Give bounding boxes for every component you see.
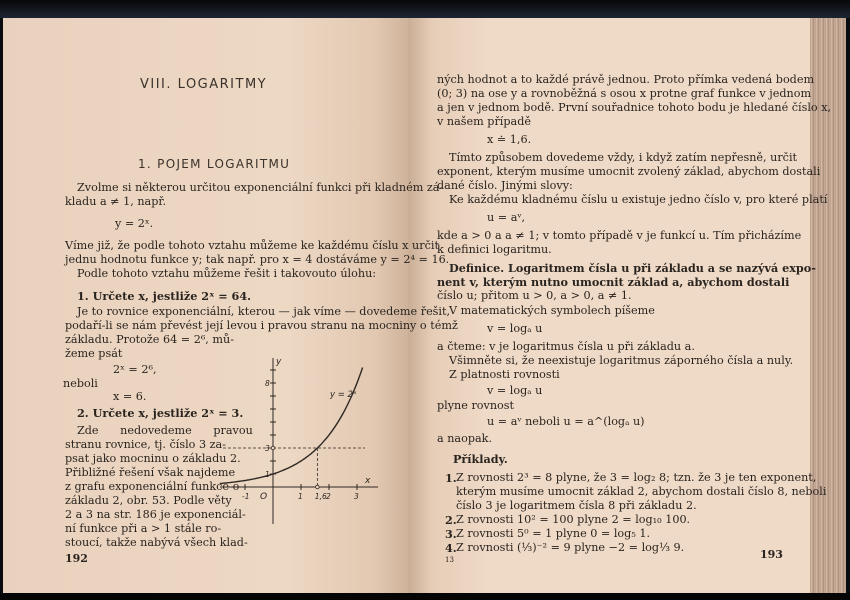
text-line: Víme již, že podle tohoto vztahu můžeme ke každému číslu x určit bbox=[65, 239, 439, 252]
text-line: Zde nedovedeme pravou bbox=[77, 424, 253, 437]
examples-heading: Příklady. bbox=[453, 452, 508, 466]
text-line: Zvolme si některou určitou exponenciální funkci při kladném zá- bbox=[77, 181, 444, 194]
formula: u = aᵛ, bbox=[487, 211, 526, 224]
formula: 2ˣ = 2⁶, bbox=[113, 363, 157, 376]
text-line: základu. Protože 64 = 2⁶, mů- bbox=[65, 333, 235, 346]
text-line: ní funkce při a > 1 stále ro- bbox=[65, 522, 222, 535]
point-y3 bbox=[271, 446, 275, 450]
formula: v = logₐ u bbox=[487, 384, 543, 397]
scan-bottom-background bbox=[0, 593, 850, 600]
text-line: a naopak. bbox=[437, 432, 493, 445]
text-line: 2 a 3 na str. 186 je exponenciál- bbox=[65, 508, 246, 521]
formula: x = 6. bbox=[113, 390, 147, 403]
example-number: 4. bbox=[445, 541, 457, 555]
text-line: z grafu exponenciální funkce o bbox=[65, 480, 240, 493]
definition-line: Definice. Logaritmem čísla u při základu a se nazývá expo- bbox=[449, 261, 816, 275]
text-line: k definici logaritmu. bbox=[437, 243, 552, 256]
page-number-right: 193 bbox=[760, 548, 783, 561]
text-line: Z platnosti rovnosti bbox=[449, 368, 560, 381]
y-tick-label: 8 bbox=[265, 379, 270, 388]
example-number: 1. bbox=[445, 471, 457, 485]
y-tick-label: 1 bbox=[265, 470, 270, 479]
example-line: Z rovnosti (⅓)⁻² = 9 plyne −2 = log⅓ 9. bbox=[456, 541, 685, 554]
example-number: 2. bbox=[445, 513, 457, 527]
text-line: Přibližné řešení však najdeme bbox=[65, 466, 236, 479]
x-tick-label: 3 bbox=[354, 492, 359, 501]
text-line: Tímto způsobem dovedeme vždy, i když zatím nepřesně, určit bbox=[449, 151, 798, 164]
text-line: a čteme: v je logaritmus čísla u při základu a. bbox=[437, 340, 695, 353]
text-line: neboli bbox=[63, 377, 98, 390]
chapter-title: VIII. LOGARITMY bbox=[140, 77, 268, 92]
text-line: jednu hodnotu funkce y; tak např. pro x = 4 dostáváme y = 2⁴ = 16. bbox=[65, 253, 450, 266]
y-axis-label: y bbox=[276, 357, 282, 367]
text-line: psat jako mocninu o základu 2. bbox=[65, 452, 241, 465]
text-line: a jen v jednom bodě. První souřadnice tohoto bodu je hledané číslo x, bbox=[437, 101, 832, 114]
formula: y = 2ˣ. bbox=[115, 217, 154, 230]
example-line: Z rovnosti 10² = 100 plyne 2 = log₁₀ 100. bbox=[456, 513, 691, 526]
text-line: stoucí, takže nabývá všech klad- bbox=[65, 536, 248, 549]
example-line: Z rovnosti 5⁰ = 1 plyne 0 = log₅ 1. bbox=[456, 527, 651, 540]
x-tick-label: -1 bbox=[242, 492, 250, 501]
text-line: kladu a ≠ 1, např. bbox=[65, 195, 167, 208]
section-title: 1. POJEM LOGARITMU bbox=[138, 157, 291, 171]
formula: u = aᵛ neboli u = a^(logₐ u) bbox=[487, 415, 645, 428]
text-line: plyne rovnost bbox=[437, 399, 515, 412]
text-line: exponent, kterým musíme umocnit zvolený základ, abychom dostali bbox=[437, 165, 821, 178]
text-line: Všimněte si, že neexistuje logaritmus záporného čísla a nuly. bbox=[449, 354, 794, 367]
text-line: stranu rovnice, tj. číslo 3 za- bbox=[65, 438, 226, 451]
example-line: číslo 3 je logaritmem čísla 8 při základu 2. bbox=[456, 499, 697, 512]
text-line: (0; 3) na ose y a rovnoběžná s osou x protne graf funkce v jednom bbox=[437, 87, 812, 100]
x-tick-label: 1 bbox=[298, 492, 303, 501]
example-line: kterým musíme umocnit základ 2, abychom dostali číslo 8, neboli bbox=[456, 485, 827, 498]
example-number: 3. bbox=[445, 527, 457, 541]
formula: v = logₐ u bbox=[487, 322, 543, 335]
formula: x ≐ 1,6. bbox=[487, 133, 532, 146]
exponential-curve bbox=[220, 368, 363, 484]
x-tick-label: 2 bbox=[326, 492, 331, 501]
exponential-graph-figure bbox=[215, 352, 385, 532]
text-line: podaří-li se nám převést její levou i pravou stranu na mocniny o témž bbox=[65, 319, 458, 332]
text-line: Ke každému kladnému číslu u existuje jedno číslo v, pro které platí bbox=[449, 193, 828, 206]
task-heading: 2. Určete x, jestliže 2ˣ = 3. bbox=[77, 406, 244, 420]
text-line: Podle tohoto vztahu můžeme řešit i takovouto úlohu: bbox=[77, 267, 377, 280]
x-tick-label: 1,6 bbox=[314, 492, 327, 501]
page-number-left: 192 bbox=[65, 552, 88, 565]
text-line: žeme psát bbox=[65, 347, 123, 360]
text-line: ných hodnot a to každé právě jednou. Proto přímka vedená bodem bbox=[437, 73, 815, 86]
definition-line: nent v, kterým nutno umocnit základ a, abychom dostali bbox=[437, 275, 790, 289]
scan-top-background bbox=[0, 0, 850, 18]
text-line: kde a > 0 a a ≠ 1; v tomto případě v je funkcí u. Tím přicházíme bbox=[437, 229, 802, 242]
example-line: Z rovnosti 2³ = 8 plyne, že 3 = log₂ 8; tzn. že 3 je ten exponent, bbox=[456, 471, 817, 484]
y-tick-label: 3 bbox=[265, 444, 270, 453]
signature-mark: 13 bbox=[445, 556, 454, 564]
x-axis-label: x bbox=[365, 476, 371, 486]
definition-line: číslo u; přitom u > 0, a > 0, a ≠ 1. bbox=[437, 289, 632, 302]
text-line: dané číslo. Jinými slovy: bbox=[437, 179, 573, 192]
task-heading: 1. Určete x, jestliže 2ˣ = 64. bbox=[77, 289, 252, 303]
text-line: v našem případě bbox=[437, 115, 531, 128]
origin-label: O bbox=[260, 492, 268, 502]
text-line: V matematických symbolech píšeme bbox=[449, 304, 655, 317]
point-x16 bbox=[316, 485, 320, 489]
curve-label: y = 2ˣ bbox=[330, 390, 357, 400]
text-line: základu 2, obr. 53. Podle věty bbox=[65, 494, 232, 507]
text-line: Je to rovnice exponenciální, kterou — jak víme — dovedeme řešit, bbox=[77, 305, 451, 318]
